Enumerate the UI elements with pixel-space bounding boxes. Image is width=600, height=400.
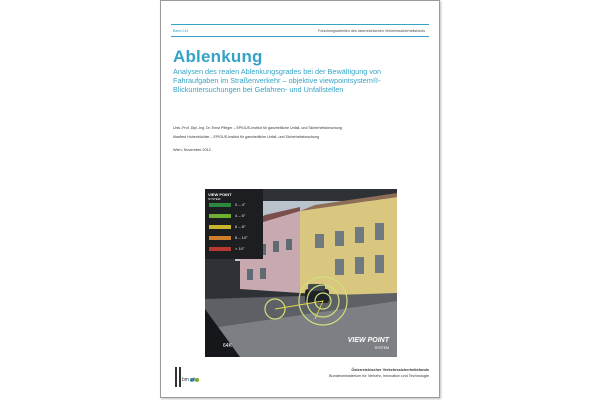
author-line: Manfred Hohenbüchler – EPIGUS-Institut für ganzheitliche Unfall- und Sicherheitsforschung	[173, 135, 320, 139]
viewpoint-brand-top: VIEW POINT	[208, 192, 232, 197]
subtitle-line: Fahraufgaben im Straßenverkehr – objektive viewpointsystem®-	[173, 76, 381, 86]
scale-label: 6 – 8°	[235, 224, 246, 229]
bmvit-logo-text: bm vit	[182, 377, 196, 383]
viewpoint-brand-bottom: VIEW POINT	[347, 337, 389, 344]
viewpoint-brand-bottom-sub: SYSTEM	[374, 346, 389, 350]
viewpoint-brand-top-sub: SYSTEM	[208, 197, 221, 201]
scale-label: 0 – 4°	[235, 202, 246, 207]
place-date: Wien, November 2012	[173, 148, 211, 152]
bmvit-logo	[173, 365, 203, 389]
header-band	[171, 24, 429, 37]
subtitle-line: Analysen des realen Ablenkungsgrades bei der Bewältigung von	[173, 67, 382, 76]
author-line: Univ.-Prof. Dipl.-Ing. Dr. Ernst Pfleger – EPIGUS-Institut für ganzheitliche Unfall- und Sicherheitsforschung	[173, 126, 342, 130]
volume-label: Band 014	[173, 28, 189, 33]
report-subtitle	[173, 67, 435, 95]
report-title: Ablenkung	[173, 47, 263, 66]
scale-label: > 10°	[235, 246, 245, 251]
subtitle-line: Blickuntersuchungen bei Gefahren- und Unfallstellen	[173, 85, 344, 95]
street-scene-illustration	[205, 189, 397, 357]
publisher-block	[329, 367, 429, 379]
publisher-ministry: Bundesministerium für Verkehr, Innovation und Technologie	[329, 374, 429, 378]
report-cover-page	[160, 0, 440, 398]
cover-photo	[205, 189, 397, 357]
scale-label: 4 – 6°	[235, 213, 246, 218]
publisher-fund: Österreichischer Verkehrssicherheitsfonds	[351, 368, 429, 372]
frame-number: 64K	[223, 343, 232, 349]
scale-label: 8 – 10°	[235, 235, 248, 240]
series-label: Forschungsarbeiten des österreichischen Verkehrssicherheitsfonds	[318, 28, 425, 33]
